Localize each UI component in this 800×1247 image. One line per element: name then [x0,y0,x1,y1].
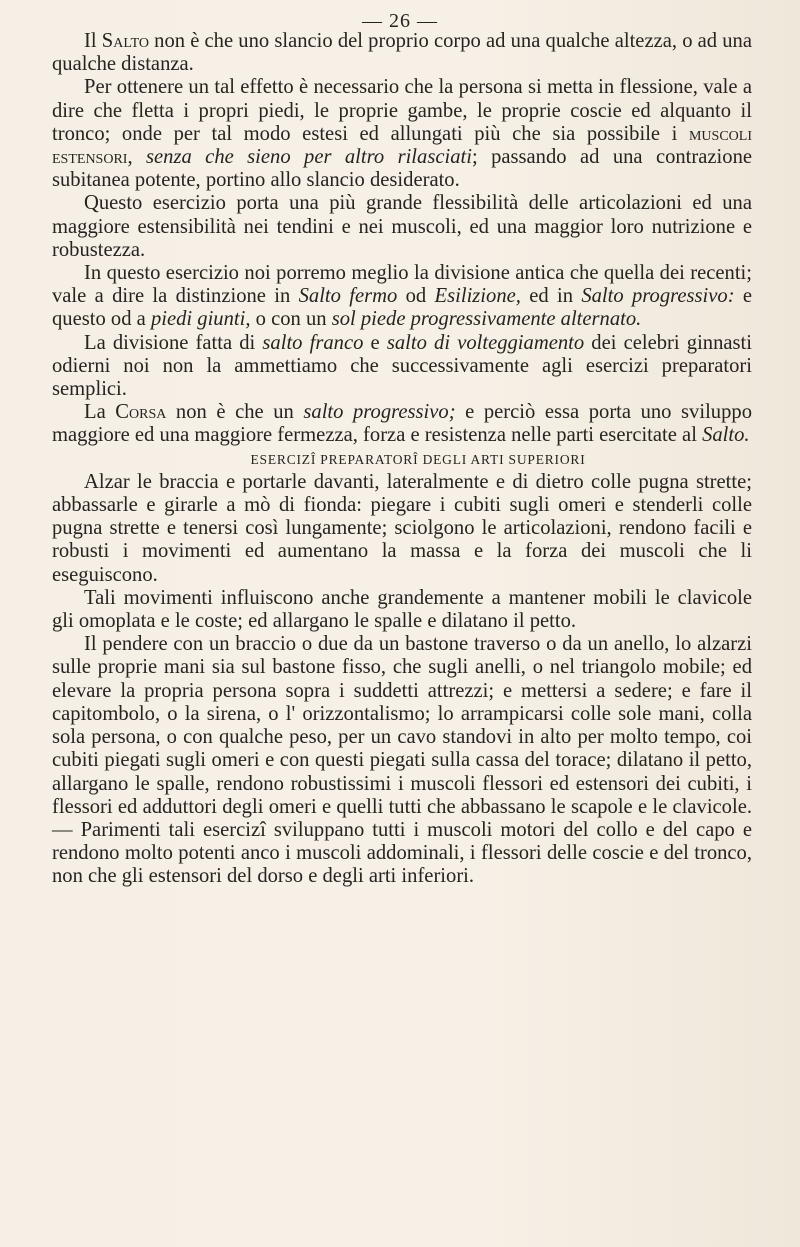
italic-phrase: senza che sieno per altro rilasciati [146,146,472,169]
page-number: — 26 — [362,10,438,32]
paragraph-text: non è che un [166,401,304,424]
small-caps-term: Salto [101,30,149,52]
paragraph-text: e [363,331,387,354]
paragraph: Questo esercizio porta una più grande flessibilità delle articolazioni ed una maggiore estensibilità nei tendini e nei muscoli, ed una maggior loro nutrizione e robustezza. [52,192,752,261]
paragraph [52,76,752,192]
paragraph-text: non è che uno slancio del proprio corpo ad una qualche altezza, o ad una qualche distanza. [52,30,752,76]
paragraph-text: ; passando ad una contrazione subitanea potente, portino allo slancio desiderato. [52,146,753,192]
section-heading: ESERCIZÎ PREPARATORÎ DEGLI ARTI SUPERIORI [250,451,586,467]
body-text [52,30,752,889]
paragraph-text: , [127,146,147,169]
paragraph [52,401,752,447]
small-caps-term: muscoli estensori [52,122,752,169]
italic-phrase: Salto fermo [298,285,398,308]
paragraph: Il pendere con un braccio o due da un bastone traverso o da un anello, lo alzarzi sulle proprie mani sia sul bastone fisso, che sugli anelli, o nel triangolo mobile; ed elevare la propria persona sopra i suddetti attrezzi; e mettersi a sedere; e fare il capitombolo, o la sirena, o l' orizzontalismo; lo arrampicarsi colle sole mani, colla sola persona, o con qualche peso, per un cavo standovi in alto per molto tempo, coi cubiti piegati sugli omeri e con questi piegati sulla cassa del torace; dilatano il petto, allargano le spalle, rendono robustissimi i muscoli flessori ed estensori dei cubiti, i flessori ed adduttori degli omeri e quelli tutti che abbassano le scapole e le clavicole. — Parimenti tali esercizî sviluppano tutti i muscoli motori del collo e del capo e rendono molto potenti anco i muscoli addominali, i flessori delle coscie e del tronco, non che gli estensori del dorso e degli arti inferiori. [52,633,752,888]
paragraph: Tali movimenti influiscono anche grandemente a mantener mobili le clavicole gli omoplata e le coste; ed allargano le spalle e dilatano il petto. [52,586,752,633]
paragraph-text: dei celebri ginnasti odierni noi non la ammettiamo che successivamente agli esercizi preparatori semplici. [52,331,752,401]
paragraph-text: od [397,285,435,308]
paragraph: Alzar le braccia e portarle davanti, lateralmente e di dietro colle pugna strette; abbassarle e girarle a mò di fionda: piegare i cubiti sugli omeri e stenderli colle pugna strette e tenersi così lungamente; sciolgono le articolazioni, rendono facili e robusti i movimenti ed aumentano la massa e la forza dei muscoli che li eseguiscono. [52,470,752,586]
paragraph-text: o con un [250,308,332,331]
paragraph [52,332,752,402]
italic-phrase: salto franco [262,331,364,354]
italic-phrase: salto progressivo; [303,401,456,424]
italic-phrase: Salto. [702,424,750,447]
paragraph-text: Per ottenere un tal effetto è necessario che la persona si metta in flessione, vale a dire che fletta i propri piedi, le proprie gambe, le proprie coscie ed alquanto il tronco; onde per tal modo estesi ed allungati più che sia possibile i [52,76,752,145]
italic-phrase: sol piede progressivamente alternato. [331,308,642,331]
paragraph-text: In questo esercizio noi porremo meglio la divisione antica che quella dei recenti; vale a dire la distinzione in [52,262,752,308]
paragraph-text: e questo od a [52,285,753,331]
italic-phrase: Esilizione, [434,285,521,308]
paragraph-text: La [84,401,116,424]
italic-phrase: salto di volteggiamento [386,331,585,354]
paragraph-text: Il [84,30,102,52]
italic-phrase: Salto progressivo: [581,285,735,308]
paragraph-text: ed in [520,285,582,308]
italic-phrase: piedi giunti, [150,308,251,331]
paragraph-text: e perciò essa porta uno sviluppo maggiore ed una maggiore fermezza, forza e resistenza nelle parti esercitate al [52,401,752,447]
small-caps-term: Corsa [115,401,167,424]
paragraph [52,30,752,76]
paragraph [52,262,752,332]
paragraph-text: La divisione fatta di [84,331,263,354]
